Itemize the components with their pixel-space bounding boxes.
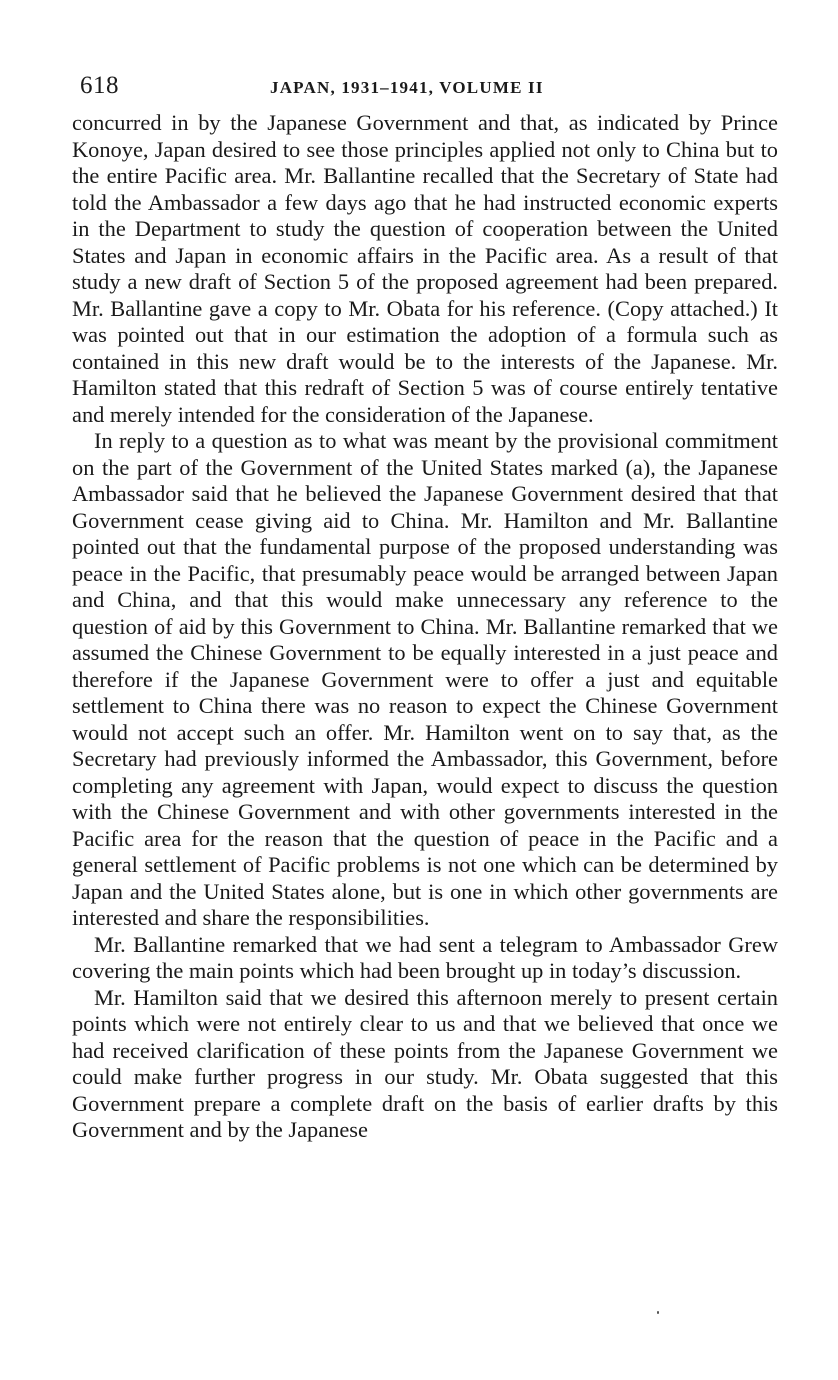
page-number: 618 [80,72,119,99]
running-head: JAPAN, 1931–1941, VOLUME II [270,78,544,97]
scan-speck [657,1311,659,1314]
page-header [66,70,778,110]
paragraph-continued: concurred in by the Japanese Government and that, as indicated by Prince Konoye, Japan desired to see those principles applied not only to China but to the entire Pacific area. Mr. Ballantine recalled that the Secretary of State had told the Ambassador a few days ago that he had instructed economic experts in the Department to study the question of cooperation between the United States and Japan in economic affairs in the Pacific area. As a result of that study a new draft of Section 5 of the proposed agreement had been prepared. Mr. Ballantine gave a copy to Mr. Obata for his reference. (Copy attached.) It was pointed out that in our estimation the adoption of a formula such as contained in this new draft would be to the interests of the Japanese. Mr. Hamilton stated that this redraft of Section 5 was of course entirely tentative and merely intended for the consideration of the Japanese. [72,110,778,427]
paragraph-provisional-commitment: In reply to a question as to what was meant by the provisional commitment on the part of the Government of the United States marked (a), the Japanese Ambassador said that he believed the Japanese Government desired that that Government cease giving aid to China. Mr. Hamilton and Mr. Ballantine pointed out that the fundamental purpose of the proposed understanding was peace in the Pacific, that presumably peace would be arranged between Japan and China, and that this would make unnecessary any reference to the question of aid by this Government to China. Mr. Ballantine remarked that we assumed the Chinese Government to be equally interested in a just peace and therefore if the Japanese Government were to offer a just and equitable settlement to China there was no reason to expect the Chinese Government would not accept such an offer. Mr. Hamilton went on to say that, as the Secretary had previously informed the Ambassador, this Government, before completing any agreement with Japan, would expect to discuss the question with the Chinese Government and with other governments interested in the Pacific area for the reason that the question of peace in the Pacific and a general settlement of Pacific problems is not one which can be determined by Japan and the United States alone, but is one in which other governments are interested and share the responsibilities. [72,428,778,930]
paragraph-telegram: Mr. Ballantine remarked that we had sent a telegram to Ambassador Grew covering the main points which had been brought up in today’s discussion. [72,931,778,983]
document-page [66,70,778,1144]
body-text [72,110,778,1144]
paragraph-clarification: Mr. Hamilton said that we desired this afternoon merely to present certain points which were not entirely clear to us and that we believed that once we had received clarification of these points from the Japanese Government we could make further progress in our study. Mr. Obata suggested that this Government prepare a complete draft on the basis of earlier drafts by this Government and by the Japanese [72,984,778,1142]
